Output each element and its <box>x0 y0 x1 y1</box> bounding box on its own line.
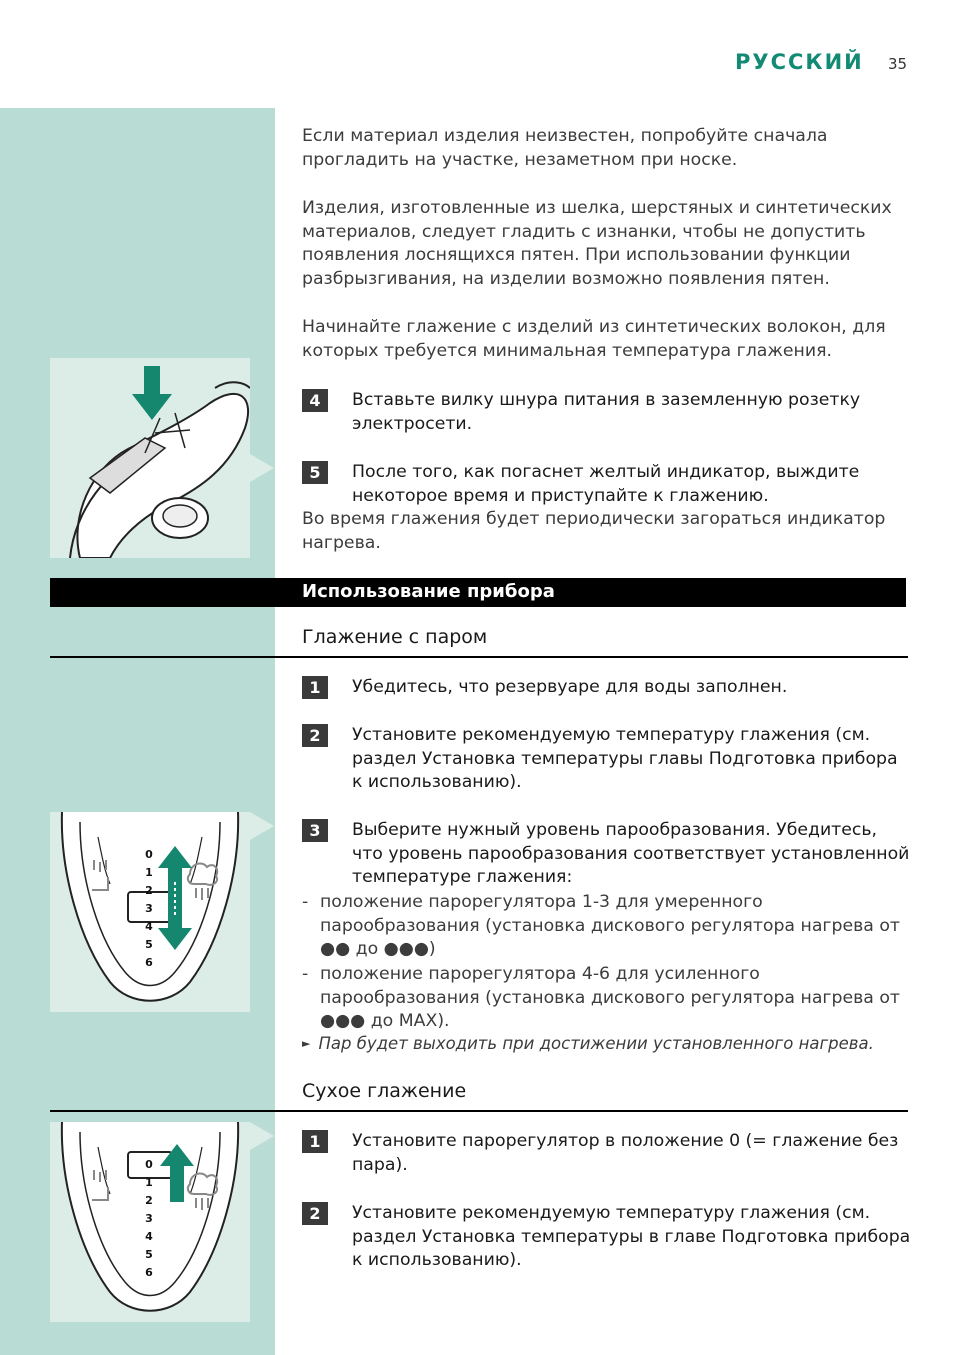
dial-number: 5 <box>145 1248 153 1261</box>
dial-number: 6 <box>145 1266 153 1279</box>
intro-paragraph-2: Изделия, изготовленные из шелка, шерстяных и синтетических материалов, следует гладить с изнанки, чтобы не допустить появления лоснящихся пятен. При использовании функции разбрызгивания, на изделии возможно появления пятен. <box>302 198 892 289</box>
step-number: 4 <box>302 389 328 412</box>
step-number: 1 <box>302 1130 328 1153</box>
dial-number: 1 <box>145 866 153 879</box>
plug-illustration <box>50 358 250 558</box>
dial-number: 5 <box>145 938 153 951</box>
steam-dial-illustration <box>50 812 250 1012</box>
step-number: 1 <box>302 676 328 699</box>
dry-ironing-heading: Сухое глажение <box>302 1080 467 1102</box>
steam-step-2 <box>302 724 912 795</box>
dial-number: 6 <box>145 956 153 969</box>
step-number: 5 <box>302 461 328 484</box>
up-arrow-icon <box>160 1144 194 1202</box>
dial-numbers <box>142 846 156 972</box>
section-bar <box>50 578 906 607</box>
dial-number: 4 <box>145 920 153 933</box>
section-title: Использование прибора <box>302 581 555 602</box>
step-text: Установите рекомендуемую температуру глажения (см. раздел Установка температуры в главе Подготовка прибора к использованию). <box>352 1203 911 1270</box>
dial-number: 1 <box>145 1176 153 1189</box>
bullet-item: - положение парорегулятора 4-6 для усиленного парообразования (установка дискового регулятора нагрева от ●●● до MAX). <box>302 964 900 1031</box>
bullet-item: - положение парорегулятора 1-3 для умеренного парообразования (установка дискового регулятора нагрева от ●● до ●●●) <box>302 892 900 959</box>
step-text: После того, как погаснет желтый индикатор, выждите некоторое время и приступайте к глажению. <box>352 462 860 506</box>
dial-number: 0 <box>145 848 153 861</box>
steam-step-3 <box>302 819 912 890</box>
step-text: Убедитесь, что резервуаре для воды заполнен. <box>352 677 788 697</box>
illustration-pointer <box>250 454 274 482</box>
steam-step-1 <box>302 676 912 700</box>
dial-numbers <box>142 1156 156 1282</box>
step-text: Вставьте вилку шнура питания в заземленную розетку электросети. <box>352 390 861 434</box>
steam-note: ► Пар будет выходить при достижении установленного нагрева. <box>302 1034 874 1053</box>
page-number: 35 <box>888 55 908 73</box>
illustration-pointer <box>250 812 274 840</box>
step-text: Установите парорегулятор в положение 0 (= глажение без пара). <box>352 1131 899 1175</box>
divider <box>50 1110 908 1112</box>
dial-number: 2 <box>145 884 153 897</box>
prep-step-4 <box>302 389 912 436</box>
dry-step-2 <box>302 1202 912 1273</box>
divider <box>50 656 908 658</box>
dial-number: 4 <box>145 1230 153 1243</box>
intro-paragraph-3: Начинайте глажение с изделий из синтетических волокон, для которых требуется минимальная температура глажения. <box>302 317 886 361</box>
step-number: 2 <box>302 1202 328 1225</box>
dial-number: 3 <box>145 902 153 915</box>
step-text: Установите рекомендуемую температуру глажения (см. раздел Установка температуры главы Подготовка прибора к использованию). <box>352 725 898 792</box>
step-number: 3 <box>302 819 328 842</box>
dial-number: 3 <box>145 1212 153 1225</box>
prep-note: Во время глажения будет периодически загораться индикатор нагрева. <box>302 509 886 553</box>
intro-paragraph-1: Если материал изделия неизвестен, попробуйте сначала прогладить на участке, незаметном при носке. <box>302 126 828 170</box>
illustration-pointer <box>250 1122 274 1150</box>
dry-dial-illustration <box>50 1122 250 1322</box>
down-arrow-icon <box>132 366 172 422</box>
dial-number: 0 <box>145 1158 153 1171</box>
language-header: РУССКИЙ <box>735 50 864 74</box>
steam-ironing-heading: Глажение с паром <box>302 626 488 648</box>
dry-step-1 <box>302 1130 912 1177</box>
dial-number: 2 <box>145 1194 153 1207</box>
up-down-arrow-icon <box>158 846 192 950</box>
prep-step-5 <box>302 461 912 508</box>
triangle-bullet-icon: ► <box>302 1037 311 1050</box>
step-text: Выберите нужный уровень парообразования. Убедитесь, что уровень парообразования соответствует установленной температуре глажения: <box>352 820 910 887</box>
step-number: 2 <box>302 724 328 747</box>
